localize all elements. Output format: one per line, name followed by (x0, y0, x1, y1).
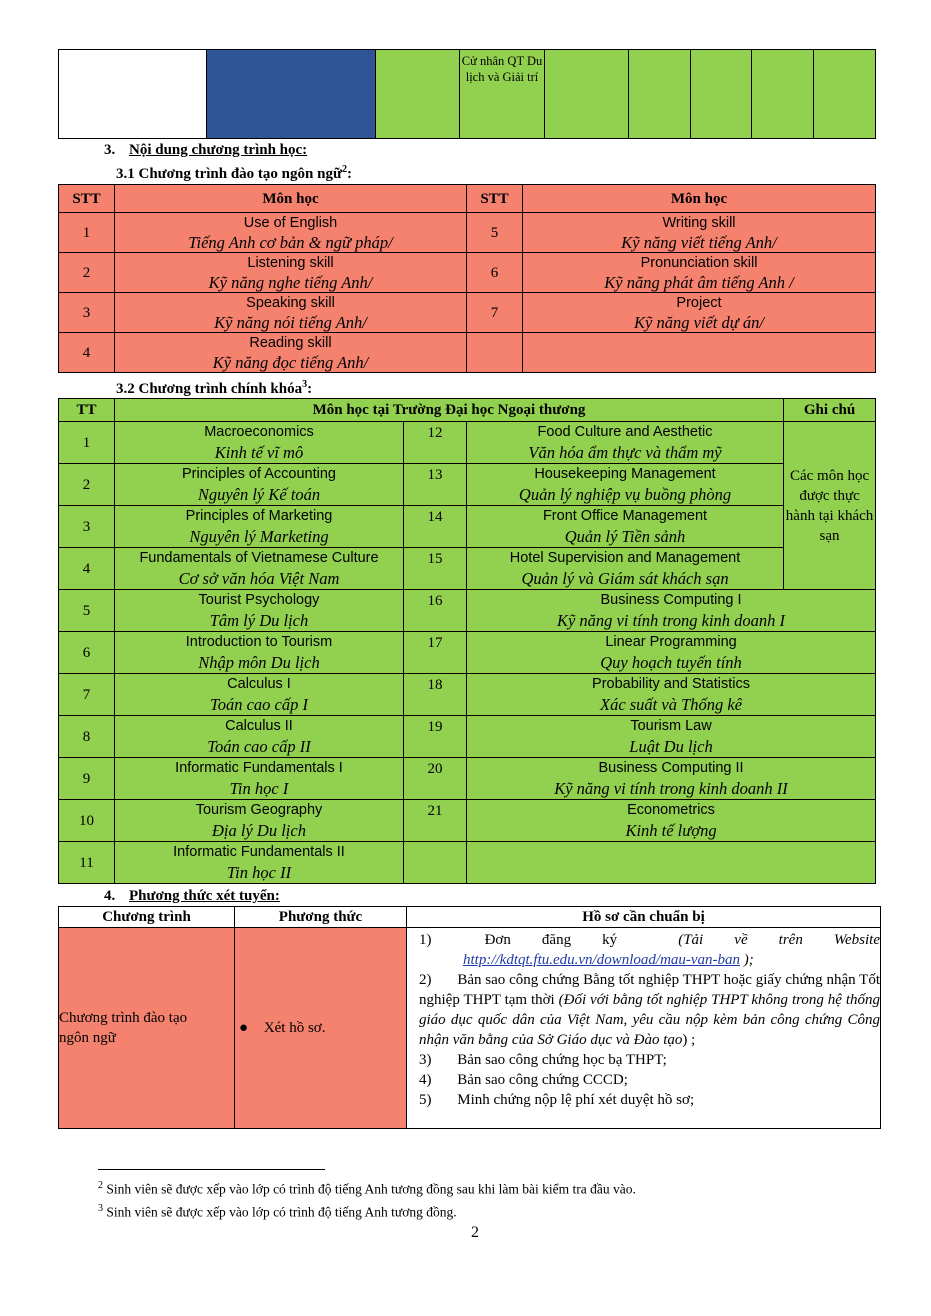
section-number: 3. (104, 142, 116, 158)
row-number: 20 (404, 758, 467, 800)
table-row (59, 758, 876, 800)
subject-cell (115, 590, 404, 632)
doc-note: (Tải về trên Website (678, 932, 881, 948)
doc-number: 4) (419, 1072, 432, 1088)
doc-item-1 (419, 930, 880, 950)
footnote-mark: 2 (98, 1180, 103, 1191)
program-name: Cử nhân QT Du lịch và Giải trí (461, 54, 543, 84)
note-cell: Các môn học được thực hành tại khách sạn (784, 422, 876, 590)
row-number: 4 (59, 333, 115, 373)
table-row (59, 422, 876, 464)
subject-cell (115, 464, 404, 506)
subject-cell (467, 716, 876, 758)
table-row (59, 506, 876, 548)
table-row (59, 293, 876, 333)
subject-cell (523, 253, 876, 293)
subject-vn: Kỹ năng vi tính trong kinh doanh II (554, 779, 788, 798)
top-table-cell (376, 50, 460, 139)
table-row (59, 674, 876, 716)
table-row (59, 716, 876, 758)
subject-en: Macroeconomics (204, 424, 314, 440)
row-number: 10 (59, 800, 115, 842)
subject-cell (115, 422, 404, 464)
subject-en: Hotel Supervision and Management (509, 550, 741, 566)
subject-vn: Kỹ năng đọc tiếng Anh/ (212, 353, 369, 372)
row-number (404, 842, 467, 884)
row-number: 3 (59, 506, 115, 548)
top-table-cell (545, 50, 629, 139)
section-3-heading (104, 142, 307, 159)
subject-en: Calculus I (227, 676, 291, 692)
subject-vn: Xác suất và Thống kê (599, 695, 743, 714)
header-subject: Môn học (115, 185, 467, 213)
subject-vn: Tiếng Anh cơ bản & ngữ pháp/ (188, 233, 393, 252)
row-number: 7 (59, 674, 115, 716)
section-number: 4. (104, 888, 116, 904)
table-row (59, 548, 876, 590)
main-curriculum-table (58, 398, 876, 884)
row-number: 18 (404, 674, 467, 716)
table-row (59, 632, 876, 674)
subject-vn: Kỹ năng nghe tiếng Anh/ (208, 273, 373, 292)
subject-cell (523, 213, 876, 253)
subject-en: Tourism Law (630, 718, 712, 734)
top-table-cell (629, 50, 691, 139)
doc-item-4 (419, 1070, 880, 1090)
table-row (59, 464, 876, 506)
section-title: Phương thức xét tuyển: (129, 888, 280, 904)
row-number: 3 (59, 293, 115, 333)
section-title: 3.1 Chương trình đào tạo ngôn ngữ (116, 166, 342, 182)
subject-cell (467, 422, 784, 464)
header-stt: STT (467, 185, 523, 213)
row-number: 16 (404, 590, 467, 632)
row-number: 4 (59, 548, 115, 590)
subject-vn: Tin học I (229, 779, 289, 798)
subject-vn: Cơ sở văn hóa Việt Nam (178, 569, 340, 588)
row-number: 1 (59, 422, 115, 464)
subject-vn: Quản lý và Giám sát khách sạn (521, 569, 729, 588)
table-row (59, 213, 876, 253)
subject-en: Informatic Fundamentals II (173, 844, 345, 860)
row-number: 12 (404, 422, 467, 464)
subject-vn: Kỹ năng vi tính trong kinh doanh I (556, 611, 786, 630)
subject-cell (467, 632, 876, 674)
row-number: 9 (59, 758, 115, 800)
section-3-1-heading: 3.1 Chương trình đào tạo ngôn ngữ$^2$: (116, 164, 352, 182)
doc-text: Bản sao công chứng học bạ THPT; (457, 1052, 667, 1068)
row-number: 6 (467, 253, 523, 293)
method-cell (235, 928, 407, 1129)
subject-en: Principles of Marketing (185, 508, 333, 524)
row-number: 5 (467, 213, 523, 253)
subject-en: Probability and Statistics (592, 676, 750, 692)
subject-vn: Kỹ năng viết dự án/ (634, 313, 764, 332)
subject-vn: Quy hoạch tuyến tính (600, 653, 742, 672)
subject-vn: Toán cao cấp I (210, 695, 308, 714)
subject-en: Fundamentals of Vietnamese Culture (139, 550, 379, 566)
doc-item-5 (419, 1090, 880, 1110)
doc-note-end: ) ; (682, 1032, 696, 1048)
table-row (59, 800, 876, 842)
subject-vn: Nguyên lý Kế toán (197, 485, 321, 504)
subject-vn: Luật Du lịch (629, 737, 713, 756)
subject-cell (115, 253, 467, 293)
top-table-cell (814, 50, 876, 139)
subject-cell (467, 506, 784, 548)
subject-vn: Kinh tế vĩ mô (214, 443, 304, 462)
footnote-text: Sinh viên sẽ được xếp vào lớp có trình độ tiếng Anh tương đồng. (106, 1204, 457, 1220)
subject-cell (467, 842, 876, 884)
program-cell (59, 928, 235, 1129)
row-number (467, 333, 523, 373)
top-table-cell-empty (59, 50, 207, 139)
footnote-separator (98, 1169, 325, 1170)
subject-cell (115, 842, 404, 884)
header-method: Phương thức (235, 907, 407, 928)
footnote-text: Sinh viên sẽ được xếp vào lớp có trình độ tiếng Anh tương đồng sau khi làm bài kiểm tra đầu vào. (106, 1181, 636, 1197)
subject-en: Speaking skill (246, 295, 335, 311)
subject-vn: Toán cao cấp II (207, 737, 311, 756)
subject-en: Informatic Fundamentals I (175, 760, 343, 776)
subject-cell (115, 716, 404, 758)
header-subject: Môn học (523, 185, 876, 213)
subject-cell (467, 758, 876, 800)
doc-item-1-link (419, 950, 880, 970)
subject-cell (115, 213, 467, 253)
table-row (59, 842, 876, 884)
row-number: 13 (404, 464, 467, 506)
row-number: 2 (59, 253, 115, 293)
subject-cell (115, 800, 404, 842)
subject-en: Tourist Psychology (198, 592, 320, 608)
header-program: Chương trình (59, 907, 235, 928)
row-number: 8 (59, 716, 115, 758)
row-number: 7 (467, 293, 523, 333)
top-table (58, 49, 876, 139)
subject-en: Introduction to Tourism (185, 634, 333, 650)
subject-cell (115, 758, 404, 800)
subject-en: Pronunciation skill (640, 255, 758, 271)
subject-cell (467, 674, 876, 716)
subject-vn: Quản lý nghiệp vụ buồng phòng (518, 485, 732, 504)
doc-text: Đơn đăng ký (484, 932, 618, 948)
top-table-program-cell (460, 50, 545, 139)
bullet-icon: ● (239, 1020, 249, 1036)
table-row (59, 590, 876, 632)
subject-vn: Tâm lý Du lịch (209, 611, 309, 630)
doc-text: Bản sao công chứng Bằng tốt nghiệp THPT hoặc giấy chứng nhận Tốt nghiệp THPT tạm thời (419, 972, 881, 1008)
language-program-table (58, 184, 876, 373)
subject-cell (523, 333, 876, 373)
method-text: Xét hồ sơ. (263, 1020, 326, 1036)
doc-item-2 (407, 970, 880, 1050)
subject-cell (467, 590, 876, 632)
row-number: 19 (404, 716, 467, 758)
header-stt: STT (59, 185, 115, 213)
subject-cell (467, 464, 784, 506)
row-number: 17 (404, 632, 467, 674)
footnote-3 (98, 1203, 457, 1221)
doc-note-end: ); (743, 952, 754, 968)
subject-en: Reading skill (249, 335, 332, 351)
subject-cell (115, 506, 404, 548)
subject-en: Listening skill (247, 255, 334, 271)
subject-vn: Tin học II (226, 863, 292, 882)
subject-cell (115, 333, 467, 373)
subject-vn: Kỹ năng viết tiếng Anh/ (621, 233, 777, 252)
section-title: 3.2 Chương trình chính khóa (116, 381, 303, 397)
page-number: 2 (471, 1224, 479, 1241)
subject-cell (115, 293, 467, 333)
subject-cell (115, 674, 404, 716)
footnote-mark: 3 (98, 1203, 103, 1214)
top-table-cell-blue (207, 50, 376, 139)
subject-cell (523, 293, 876, 333)
subject-cell (467, 548, 784, 590)
subject-en: Principles of Accounting (182, 466, 336, 482)
row-number: 15 (404, 548, 467, 590)
subject-cell (115, 632, 404, 674)
footnote-ref: 3 (302, 379, 308, 390)
doc-item-3 (419, 1050, 880, 1070)
doc-number: 1) (419, 932, 432, 948)
subject-en: Writing skill (662, 215, 736, 231)
header-tt: TT (59, 399, 115, 422)
doc-number: 2) (419, 972, 432, 988)
subject-en: Business Computing I (600, 592, 742, 608)
subject-en: Linear Programming (605, 634, 737, 650)
subject-en: Calculus II (225, 718, 293, 734)
section-4-heading (104, 888, 280, 905)
subject-vn: Nhập môn Du lịch (198, 653, 320, 672)
doc-text: Minh chứng nộp lệ phí xét duyệt hồ sơ; (457, 1092, 695, 1108)
section-title: Nội dung chương trình học: (129, 142, 308, 158)
doc-number: 3) (419, 1052, 432, 1068)
subject-en: Housekeeping Management (534, 466, 716, 482)
table-row (59, 253, 876, 293)
subject-en: Tourism Geography (195, 802, 323, 818)
row-number: 2 (59, 464, 115, 506)
top-table-cell (691, 50, 752, 139)
download-link[interactable]: http://kdtqt.ftu.edu.vn/download/mau-van-ban (463, 952, 741, 968)
doc-note: (Đối với bằng tốt nghiệp THPT không trong hệ thống giáo dục quốc dân của Việt Nam, yêu cầu nộp kèm bản công chứng Công nhận văn bằng của Sở Giáo dục và Đào tạo (419, 992, 881, 1048)
subject-cell (467, 800, 876, 842)
subject-en: Econometrics (627, 802, 715, 818)
subject-vn: Nguyên lý Marketing (189, 527, 329, 546)
subject-en: Front Office Management (542, 508, 708, 524)
subject-en: Business Computing II (598, 760, 744, 776)
doc-number: 5) (419, 1092, 432, 1108)
footnote-2 (98, 1180, 636, 1198)
admission-table (58, 906, 881, 1129)
header-note: Ghi chú (784, 399, 876, 422)
row-number: 1 (59, 213, 115, 253)
program-name: Chương trình đào tạo ngôn ngữ (59, 1010, 188, 1046)
top-table-cell (752, 50, 814, 139)
subject-vn: Kinh tế lượng (625, 821, 717, 840)
row-number: 11 (59, 842, 115, 884)
row-number: 5 (59, 590, 115, 632)
row-number: 6 (59, 632, 115, 674)
subject-vn: Văn hóa ẩm thực và thẩm mỹ (528, 443, 722, 462)
doc-text: Bản sao công chứng CCCD; (457, 1072, 628, 1088)
subject-en: Food Culture and Aesthetic (537, 424, 713, 440)
subject-vn: Kỹ năng nói tiếng Anh/ (214, 313, 367, 332)
subject-vn: Quản lý Tiền sảnh (564, 527, 686, 546)
subject-vn: Kỹ năng phát âm tiếng Anh / (604, 273, 794, 292)
subject-en: Project (676, 295, 722, 311)
subject-en: Use of English (243, 215, 338, 231)
header-subject: Môn học tại Trường Đại học Ngoại thương (115, 399, 784, 422)
row-number: 21 (404, 800, 467, 842)
subject-vn: Địa lý Du lịch (212, 821, 306, 840)
header-docs: Hồ sơ cần chuẩn bị (407, 907, 881, 928)
docs-cell (407, 928, 881, 1129)
section-3-2-heading: 3.2 Chương trình chính khóa$^3$: (116, 379, 313, 397)
footnote-ref: 2 (341, 164, 347, 175)
row-number: 14 (404, 506, 467, 548)
subject-cell (115, 548, 404, 590)
table-row (59, 333, 876, 373)
